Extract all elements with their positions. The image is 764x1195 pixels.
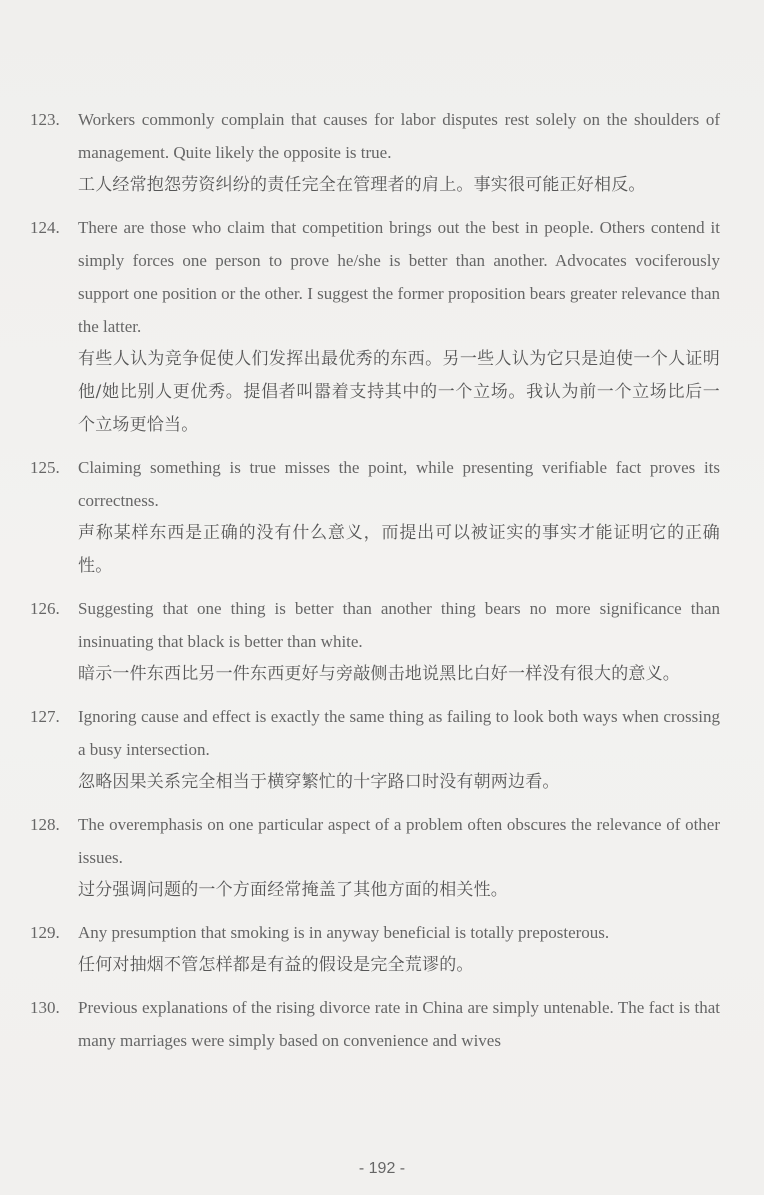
entry-125 — [30, 451, 720, 583]
entry-128 — [30, 808, 720, 907]
entry-number: 130. — [30, 998, 60, 1017]
entry-list — [30, 103, 720, 1066]
entry-127 — [30, 700, 720, 799]
entry-130 — [30, 991, 720, 1057]
chinese-translation: 暗示一件东西比另一件东西更好与旁敲侧击地说黑比白好一样没有很大的意义。 — [78, 664, 680, 684]
english-sentence: Ignoring cause and effect is exactly the same thing as failing to look both ways when crossing a busy intersection. — [78, 707, 720, 759]
entry-129 — [30, 916, 720, 982]
entry-124 — [30, 211, 720, 442]
entry-number: 127. — [30, 707, 60, 726]
english-sentence: Claiming something is true misses the point, while presenting verifiable fact proves its correctness. — [78, 458, 720, 510]
entry-number: 129. — [30, 923, 60, 942]
english-sentence: There are those who claim that competition brings out the best in people. Others contend it simply forces one person to prove he/she is better than another. Advocates vociferously support one position or the other. I suggest the former proposition bears greater relevance than the latter. — [78, 218, 720, 336]
chinese-translation: 忽略因果关系完全相当于横穿繁忙的十字路口时没有朝两边看。 — [78, 772, 560, 792]
english-sentence: Any presumption that smoking is in anyway beneficial is totally preposterous. — [78, 923, 610, 942]
entry-number: 128. — [30, 815, 60, 834]
entry-123 — [30, 103, 720, 202]
page-number: - 192 - — [358, 1160, 406, 1177]
english-sentence: Workers commonly complain that causes for labor disputes rest solely on the shoulders of management. Quite likely the opposite is true. — [78, 110, 720, 162]
chinese-translation: 过分强调问题的一个方面经常掩盖了其他方面的相关性。 — [78, 880, 508, 900]
entry-number: 126. — [30, 599, 60, 618]
entry-126 — [30, 592, 720, 691]
english-sentence: The overemphasis on one particular aspect of a problem often obscures the relevance of other issues. — [78, 815, 720, 867]
english-sentence: Previous explanations of the rising divorce rate in China are simply untenable. The fact is that many marriages were simply based on convenience and wives — [78, 998, 720, 1050]
entry-number: 123. — [30, 110, 60, 129]
chinese-translation: 有些人认为竞争促使人们发挥出最优秀的东西。另一些人认为它只是迫使一个人证明他/她比别人更优秀。提倡者叫嚣着支持其中的一个立场。我认为前一个立场比后一个立场更恰当。 — [78, 349, 720, 435]
english-sentence: Suggesting that one thing is better than another thing bears no more significance than insinuating that black is better than white. — [78, 599, 720, 651]
entry-number: 125. — [30, 458, 60, 477]
chinese-translation: 任何对抽烟不管怎样都是有益的假设是完全荒谬的。 — [78, 955, 474, 975]
chinese-translation: 声称某样东西是正确的没有什么意义，而提出可以被证实的事实才能证明它的正确性。 — [78, 523, 720, 576]
entry-number: 124. — [30, 218, 60, 237]
chinese-translation: 工人经常抱怨劳资纠纷的责任完全在管理者的肩上。事实很可能正好相反。 — [78, 175, 646, 195]
